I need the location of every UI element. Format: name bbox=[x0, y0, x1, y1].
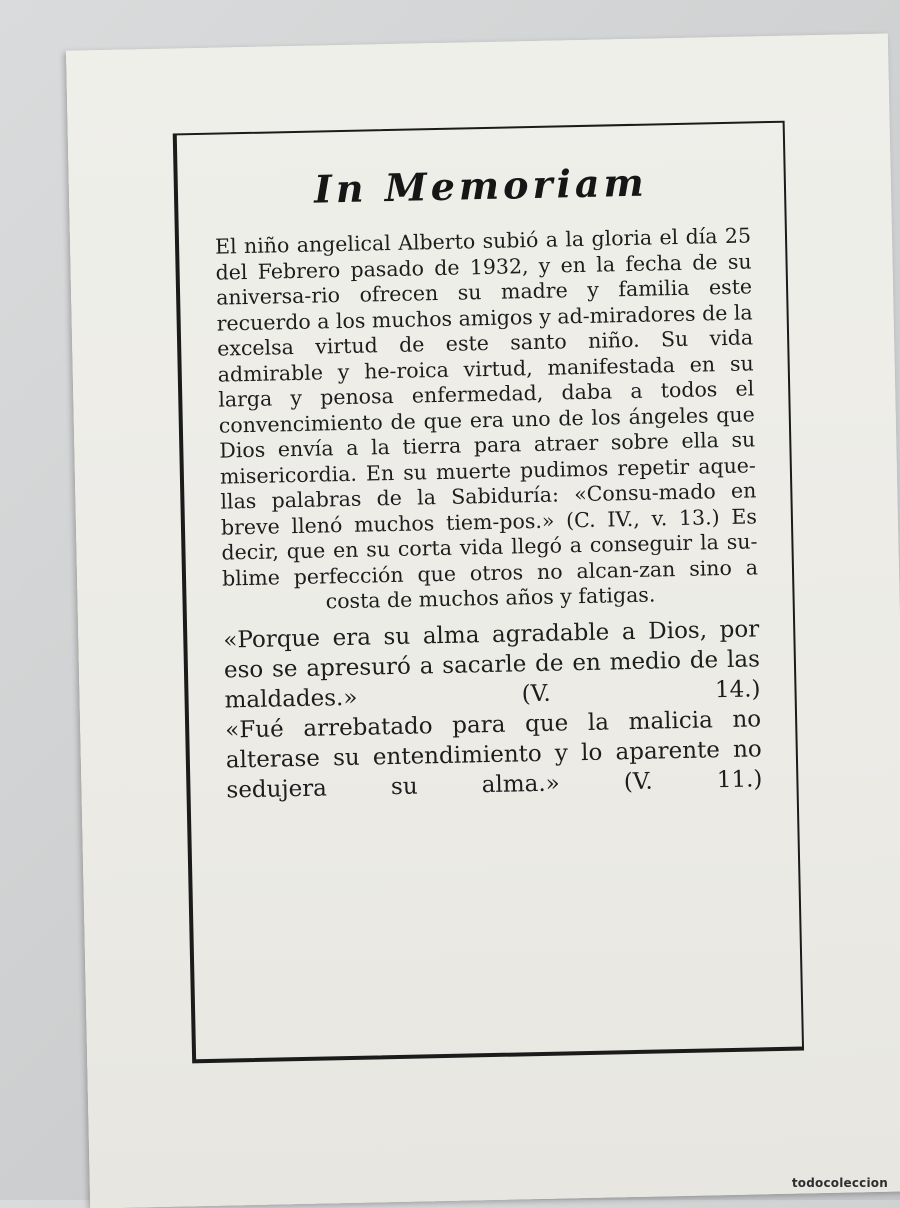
quote-verse-14: «Porque era su alma agradable a Dios, por eso se apresuró a sacarle de en medio de las maldades.» (V. 14.) bbox=[223, 615, 761, 714]
memorial-card bbox=[66, 34, 900, 1208]
main-paragraph: El niño angelical Alberto subió a la gloria el día 25 del Febrero pasado de 1932, y en la fecha de su aniversa-rio ofrecen su madre y familia este recuerdo a los muchos amigos y ad-miradores de la excelsa virtud de este santo niño. Su vida admirable y he-roica virtud, manifestada en su larga y penosa enfermedad, daba a todos el convencimiento de que era uno de los ángeles que Dios envía a la tierra para atraer sobre ella su misericordia. En su muerte pudimos repetir aque-llas palabras de la Sabiduría: «Consu-mado en breve llenó muchos tiem-pos.» (C. IV., v. 13.) Es decir, que en su corta vida llegó a conseguir la su-blime perfección que otros no alcan-zan sino a costa de muchos años y fatigas. bbox=[214, 223, 759, 614]
watermark-logo: todocoleccion bbox=[791, 1176, 888, 1190]
card-border-frame bbox=[173, 121, 804, 1064]
card-body bbox=[215, 223, 763, 805]
card-title: In Memoriam bbox=[313, 159, 649, 212]
quote-verse-11: «Fué arrebatado para que la malicia no alterase su entendimiento y lo aparente no sedujera su alma.» (V. 11.) bbox=[224, 705, 763, 804]
